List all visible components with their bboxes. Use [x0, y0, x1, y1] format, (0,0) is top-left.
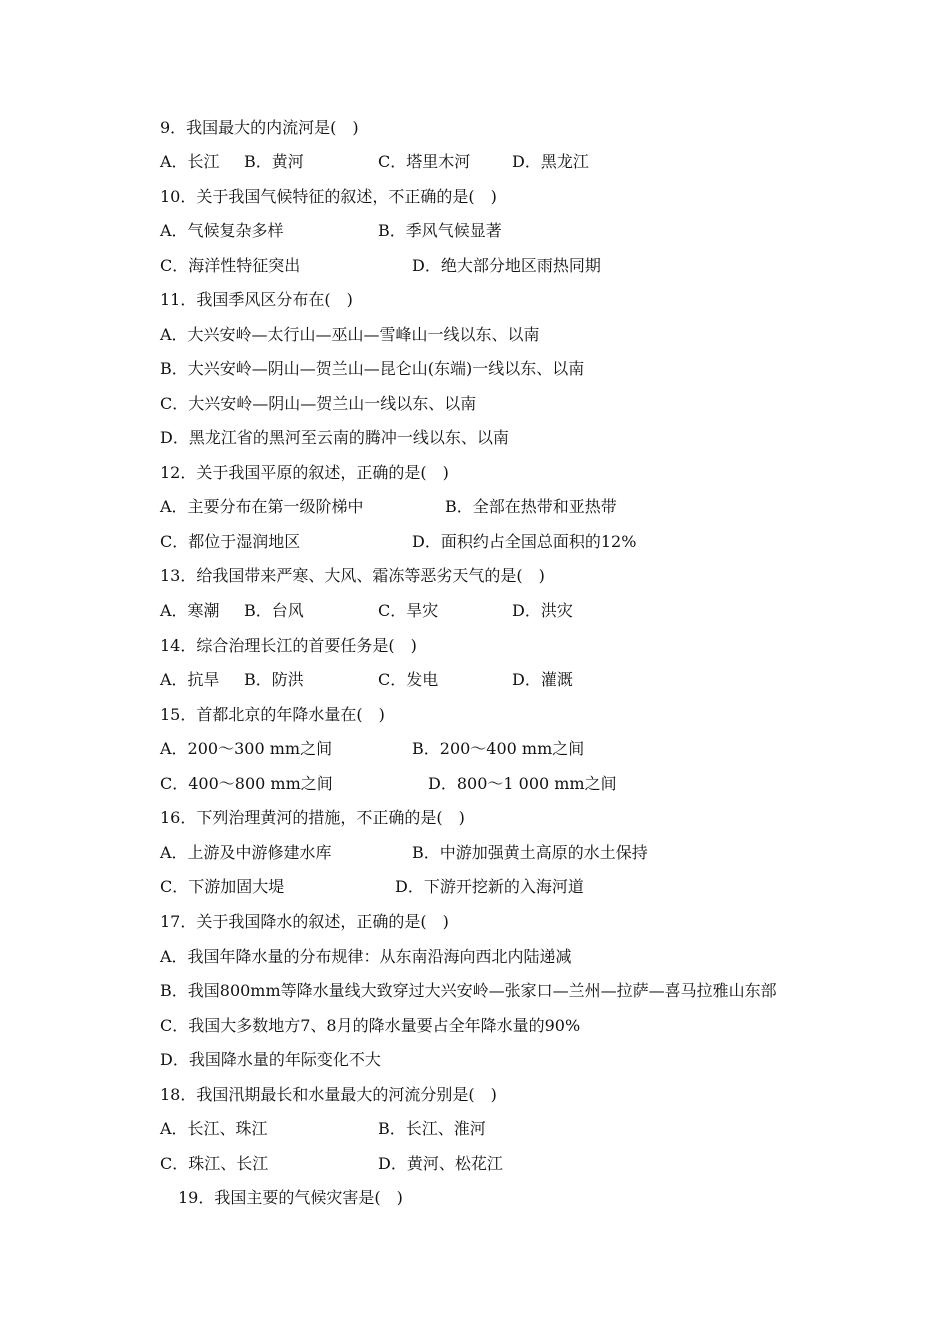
option-d: D．黑龙江: [512, 152, 589, 171]
option-a: A．气候复杂多样: [160, 221, 284, 240]
option-c: C．发电: [378, 670, 439, 689]
option-a: A．长江: [160, 152, 220, 171]
option-b: B．黄河: [244, 152, 304, 171]
option-b: B．我国800mm等降水量线大致穿过大兴安岭—张家口—兰州—拉萨—喜马拉雅山东部: [160, 981, 777, 1000]
option-d: D．黄河、松花江: [378, 1154, 503, 1173]
question-17-stem: 17．关于我国降水的叙述，正确的是( ): [160, 912, 449, 931]
option-b: B．季风气候显著: [378, 221, 502, 240]
question-16-stem: 16．下列治理黄河的措施，不正确的是( ): [160, 808, 465, 827]
option-a: A．上游及中游修建水库: [160, 843, 332, 862]
option-a: A．主要分布在第一级阶梯中: [160, 497, 364, 516]
option-a: A．寒潮: [160, 601, 220, 620]
option-d: D．洪灾: [512, 601, 573, 620]
option-c: C．旱灾: [378, 601, 439, 620]
option-a: A．我国年降水量的分布规律：从东南沿海向西北内陆递减: [160, 947, 572, 966]
option-b: B．200～400 mm之间: [412, 739, 585, 758]
option-b: B．中游加强黄土高原的水土保持: [412, 843, 648, 862]
question-13-stem: 13．给我国带来严寒、大风、霜冻等恶劣天气的是( ): [160, 566, 545, 585]
question-12-stem: 12．关于我国平原的叙述，正确的是( ): [160, 463, 449, 482]
option-d: D．800～1 000 mm之间: [428, 774, 617, 793]
option-c: C．塔里木河: [378, 152, 471, 171]
option-b: B．防洪: [244, 670, 304, 689]
option-c: C．珠江、长江: [160, 1154, 269, 1173]
question-15-stem: 15．首都北京的年降水量在( ): [160, 705, 385, 724]
option-a: A．大兴安岭—太行山—巫山—雪峰山一线以东、以南: [160, 325, 540, 344]
question-18-stem: 18．我国汛期最长和水量最大的河流分别是( ): [160, 1085, 497, 1104]
question-11-stem: 11．我国季风区分布在( ): [160, 290, 353, 309]
option-d: D．绝大部分地区雨热同期: [412, 256, 601, 275]
question-10-stem: 10．关于我国气候特征的叙述，不正确的是( ): [160, 187, 497, 206]
option-c: C．大兴安岭—阴山—贺兰山一线以东、以南: [160, 394, 477, 413]
option-b: B．长江、淮河: [378, 1119, 486, 1138]
option-a: A．长江、珠江: [160, 1119, 268, 1138]
option-c: C．都位于湿润地区: [160, 532, 301, 551]
option-d: D．我国降水量的年际变化不大: [160, 1050, 381, 1069]
option-b: B．台风: [244, 601, 304, 620]
option-d: D．面积约占全国总面积的12%: [412, 532, 637, 551]
option-d: D．下游开挖新的入海河道: [395, 877, 584, 896]
question-9-stem: 9．我国最大的内流河是( ): [160, 118, 359, 137]
option-a: A．200～300 mm之间: [160, 739, 333, 758]
question-19-stem: 19．我国主要的气候灾害是( ): [178, 1188, 403, 1207]
option-a: A．抗旱: [160, 670, 220, 689]
option-d: D．灌溉: [512, 670, 573, 689]
option-c: C．400～800 mm之间: [160, 774, 333, 793]
question-14-stem: 14．综合治理长江的首要任务是( ): [160, 636, 417, 655]
option-c: C．下游加固大堤: [160, 877, 285, 896]
option-d: D．黑龙江省的黑河至云南的腾冲一线以东、以南: [160, 428, 509, 447]
option-b: B．全部在热带和亚热带: [445, 497, 617, 516]
option-c: C．海洋性特征突出: [160, 256, 301, 275]
option-c: C．我国大多数地方7、8月的降水量要占全年降水量的90%: [160, 1016, 581, 1035]
option-b: B．大兴安岭—阴山—贺兰山—昆仑山(东端)一线以东、以南: [160, 359, 585, 378]
